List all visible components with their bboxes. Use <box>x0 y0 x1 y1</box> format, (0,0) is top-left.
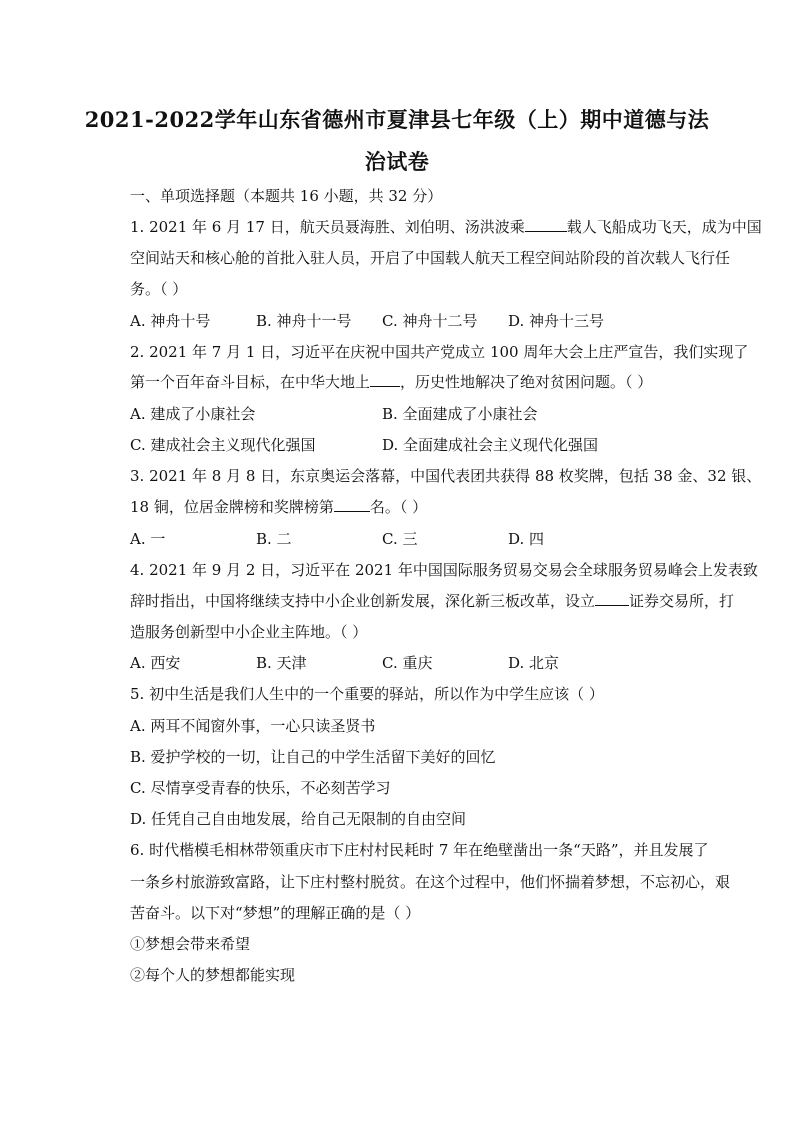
q4-option-b: B. 天津 <box>256 654 307 672</box>
q1-option-b: B. 神舟十一号 <box>256 312 352 330</box>
q3-option-d: D. 四 <box>508 530 545 548</box>
exam-title-line2: 治试卷 <box>364 149 430 174</box>
q4-option-c: C. 重庆 <box>382 654 433 672</box>
q6-item-2: ②每个人的梦想都能实现 <box>130 966 296 984</box>
q6-line1: 6. 时代楷模毛相林带领重庆市下庄村村民耗时 7 年在绝壁凿出一条“天路”，并且发展了 <box>130 841 709 859</box>
q3-option-c: C. 三 <box>382 530 418 548</box>
q6-line3: 苦奋斗。以下对“梦想”的理解正确的是（ ） <box>130 904 421 922</box>
q5-option-d: D. 任凭自己自由地发展，给自己无限制的自由空间 <box>130 810 467 828</box>
q2-option-d: D. 全面建成社会主义现代化强国 <box>382 436 599 454</box>
q2-option-a: A. 建成了小康社会 <box>130 405 256 423</box>
q6-item-1: ①梦想会带来希望 <box>130 935 251 953</box>
q2-option-b: B. 全面建成了小康社会 <box>382 405 538 423</box>
q3-line1: 3. 2021 年 8 月 8 日，东京奥运会落幕，中国代表团共获得 88 枚奖牌，包括 38 金、32 银、 <box>130 467 762 485</box>
section-heading: 一、单项选择题（本题共 16 小题，共 32 分） <box>130 187 443 205</box>
q3-option-a: A. 一 <box>130 530 166 548</box>
q1-text-a: 1. 2021 年 6 月 17 日，航天员聂海胜、刘伯明、汤洪波乘 <box>130 218 525 236</box>
q1-option-d: D. 神舟十三号 <box>508 312 605 330</box>
q4-line1: 4. 2021 年 9 月 2 日，习近平在 2021 年中国国际服务贸易交易会全球服务贸易峰会上发表致 <box>130 561 758 579</box>
answer-blank <box>334 497 370 512</box>
q2-line2 <box>130 372 652 392</box>
q5-option-b: B. 爱护学校的一切，让自己的中学生活留下美好的回忆 <box>130 748 496 766</box>
q4-line3: 造服务创新型中小企业主阵地。（ ） <box>130 623 368 641</box>
q5-option-a: A. 两耳不闻窗外事，一心只读圣贤书 <box>130 717 376 735</box>
q2-text-b: ，历史性地解决了绝对贫困问题。（ ） <box>400 373 653 391</box>
q1-option-c: C. 神舟十二号 <box>382 312 478 330</box>
q2-line1: 2. 2021 年 7 月 1 日，习近平在庆祝中国共产党成立 100 周年大会上庄严宣告，我们实现了 <box>130 343 749 361</box>
q3-option-b: B. 二 <box>256 530 292 548</box>
q1-text-b: 载人飞船成功飞天，成为中国 <box>566 218 762 236</box>
q3-text-b: 名。（ ） <box>369 498 428 516</box>
q1-option-a: A. 神舟十号 <box>130 312 211 330</box>
q1-line1 <box>130 217 762 237</box>
q1-line3: 务。（ ） <box>130 280 188 298</box>
q4-line2 <box>130 591 734 611</box>
q1-line2: 空间站天和核心舱的首批入驻人员，开启了中国载人航天工程空间站阶段的首次载人飞行任 <box>130 249 731 267</box>
q2-text-a: 第一个百年奋斗目标，在中华大地上 <box>130 373 371 391</box>
answer-blank <box>595 591 629 606</box>
q3-text-a: 18 铜，位居金牌榜和奖牌榜第 <box>130 498 334 516</box>
q5-option-c: C. 尽情享受青春的快乐，不必刻苦学习 <box>130 779 391 797</box>
q4-text-a: 辞时指出，中国将继续支持中小企业创新发展，深化新三板改革，设立 <box>130 592 596 610</box>
q4-option-a: A. 西安 <box>130 654 181 672</box>
q3-line2 <box>130 497 427 517</box>
answer-blank <box>525 217 567 232</box>
answer-blank <box>370 372 400 387</box>
q6-line2: 一条乡村旅游致富路，让下庄村整村脱贫。在这个过程中，他们怀揣着梦想，不忘初心，艰 <box>130 873 731 891</box>
q5-line1: 5. 初中生活是我们人生中的一个重要的驿站，所以作为中学生应该（ ） <box>130 685 604 703</box>
q4-text-b: 证券交易所，打 <box>629 592 735 610</box>
q2-option-c: C. 建成社会主义现代化强国 <box>130 436 316 454</box>
exam-title-line1: 2021-2022学年山东省德州市夏津县七年级（上）期中道德与法 <box>84 107 710 132</box>
q4-option-d: D. 北京 <box>508 654 560 672</box>
